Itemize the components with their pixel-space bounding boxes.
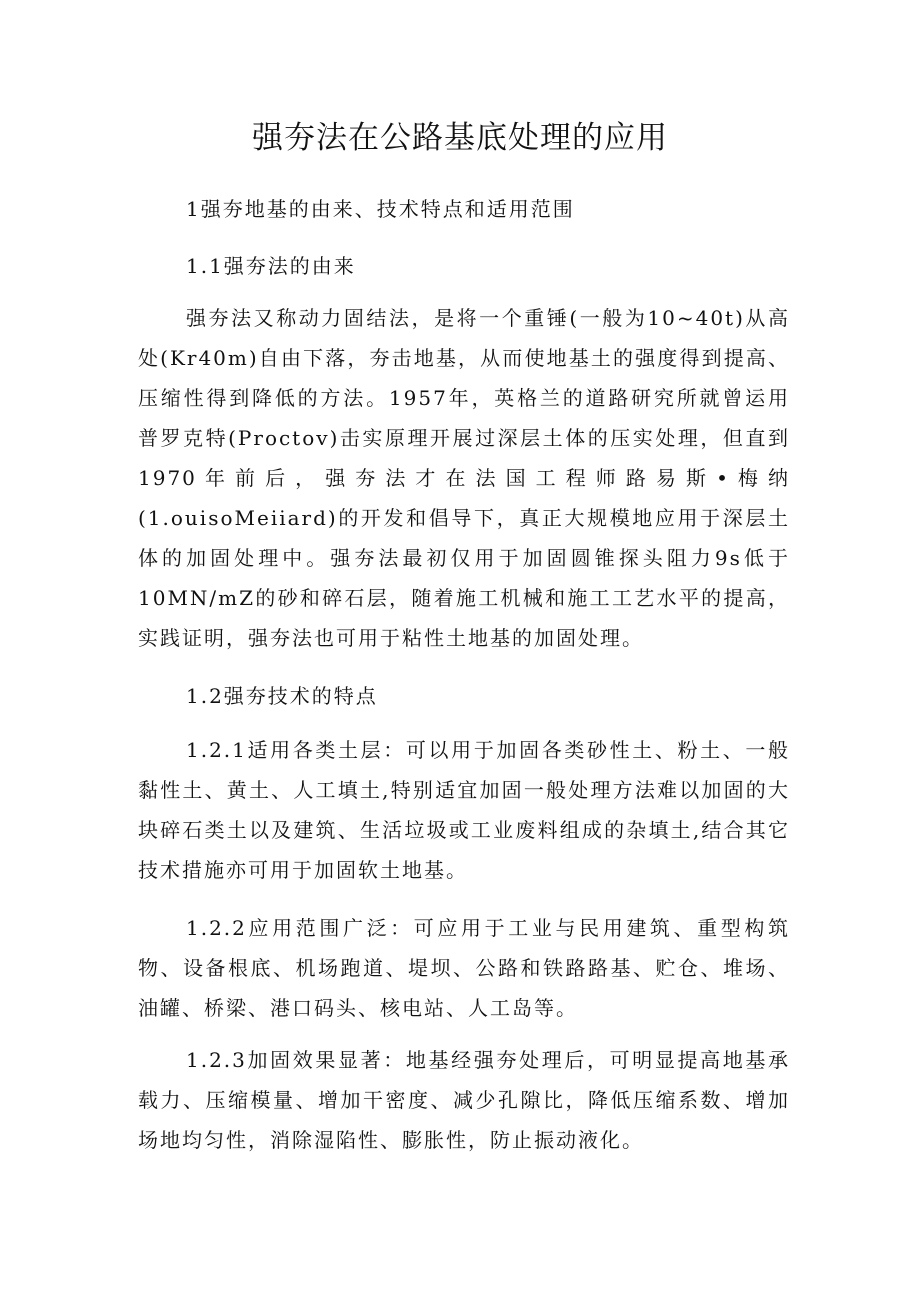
section-heading-1: 1强夯地基的由来、技术特点和适用范围 xyxy=(186,197,575,221)
paragraph-application-scope: 1.2.2应用范围广泛：可应用于工业与民用建筑、重型构筑物、设备根底、机场跑道、堤坝、公路和铁路路基、贮仓、堆场、油罐、桥梁、港口码头、核电站、人工岛等。 xyxy=(138,916,790,1020)
paragraph-origin: 强夯法又称动力固结法，是将一个重锤(一般为10~40t)从高处(Kr40m)自由下落，夯击地基，从而使地基土的强度得到提高、压缩性得到降低的方法。1957年，英格兰的道路研究所就曾运用普罗克特(Proctov)击实原理开展过深层土体的压实处理，但直到1970年前后，强夯法才在法国工程师路易斯•梅纳(1.ouisoMeiiard)的开发和倡导下，真正大规模地应用于深层土体的加固处理中。强夯法最初仅用于加固圆锥探头阻力9s低于10MN∕mZ的砂和碎石层，随着施工机械和施工工艺水平的提高，实践证明，强夯法也可用于粘性土地基的加固处理。 xyxy=(138,306,790,650)
section-heading-1-1: 1.1强夯法的由来 xyxy=(186,254,356,278)
paragraph-soil-types: 1.2.1适用各类土层：可以用于加固各类砂性土、粉土、一般黏性土、黄土、人工填土,特别适宜加固一般处理方法难以加固的大块碎石类土以及建筑、生活垃圾或工业废料组成的杂填土,结合其它技术措施亦可用于加固软土地基。 xyxy=(138,738,790,882)
paragraph-reinforcement-effect: 1.2.3加固效果显著：地基经强夯处理后，可明显提高地基承载力、压缩模量、增加干密度、减少孔隙比，降低压缩系数、增加场地均匀性，消除湿陷性、膨胀性，防止振动液化。 xyxy=(138,1048,790,1152)
document-title: 强夯法在公路基底处理的应用 xyxy=(252,120,668,156)
section-heading-1-2: 1.2强夯技术的特点 xyxy=(186,684,378,708)
